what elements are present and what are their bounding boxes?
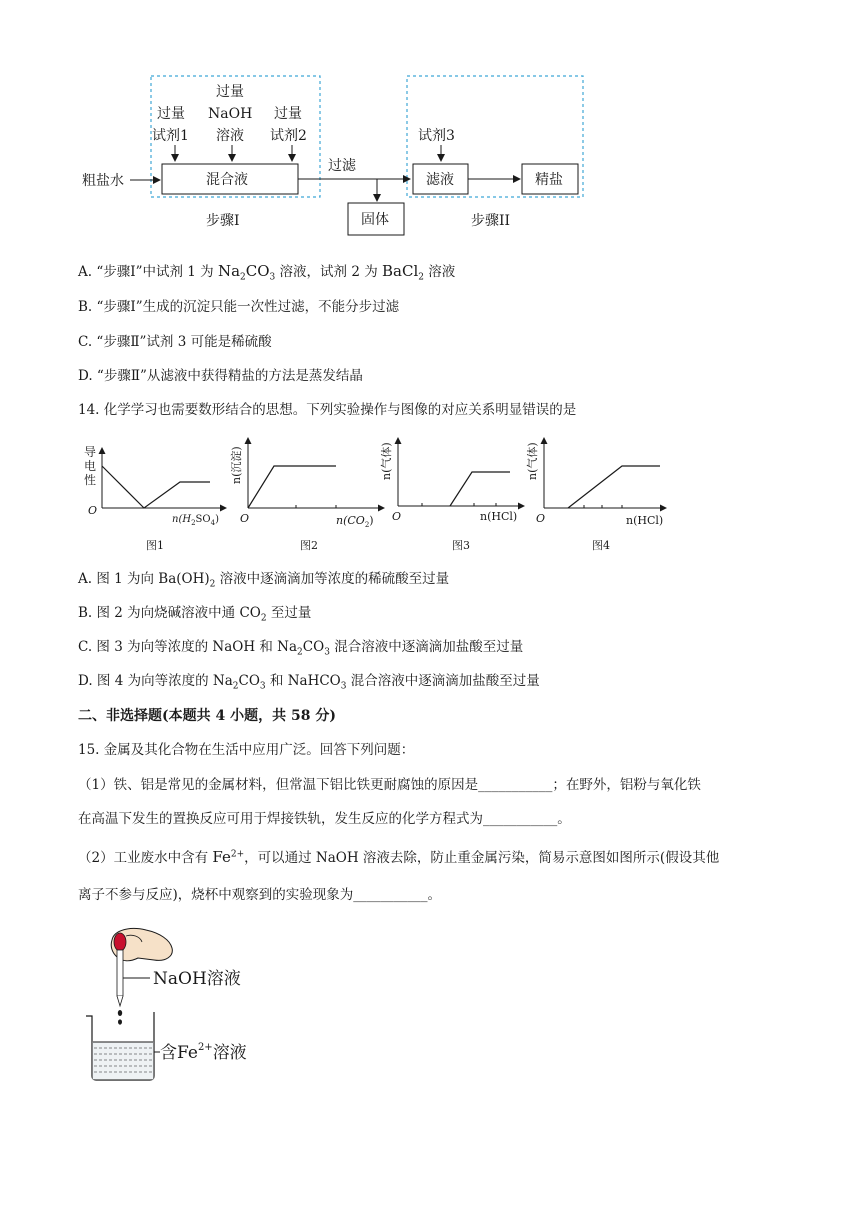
graph-3-ylabel: n(气体): [380, 442, 393, 480]
q15-part2-line2: 离子不参与反应)，烧杯中观察到的实验现象为___________。: [78, 887, 442, 903]
q13-option-b: B. “步骤Ⅰ”生成的沉淀只能一次性过滤，不能分步过滤: [78, 299, 400, 315]
salt-purification-flowchart: [70, 70, 600, 242]
naoh-line1: 过量: [216, 84, 244, 100]
q14-option-a: A. 图 1 为向 $Ba(OH)_2$ 溶液中逐滴滴加等浓度的稀硫酸至过量: [78, 571, 450, 590]
graph-2-ylabel: n(沉淀): [230, 446, 243, 484]
step1-label: 步骤I: [206, 213, 240, 229]
naoh-line3: 溶液: [216, 128, 244, 144]
mixture-label: 混合液: [206, 172, 248, 188]
product-label: 精盐: [535, 172, 563, 188]
q14-graphs: [76, 434, 676, 556]
naoh-solution-label: NaOH溶液: [153, 969, 241, 989]
solid-label: 固体: [361, 212, 389, 228]
naoh-line2: NaOH: [208, 106, 253, 122]
graph-2-caption: 图2: [300, 539, 318, 552]
reagent2-line1: 过量: [274, 106, 302, 122]
q14-option-d: D. 图 4 为向等浓度的 $Na_2CO_3$ 和 NaHCO$_3$ 混合溶液中逐滴滴加盐酸至过量: [78, 673, 540, 692]
filter-label: 过滤: [328, 158, 356, 174]
graph-3: [379, 438, 524, 552]
fe-solution-label: 含$Fe^{2+}$溶液: [160, 1042, 247, 1063]
graph-4-xlabel: n(HCl): [626, 514, 664, 527]
q13-option-d: D. “步骤Ⅱ”从滤液中获得精盐的方法是蒸发结晶: [78, 368, 363, 384]
graph-1-ylabel-1: 导: [84, 445, 97, 459]
section-2-heading: 二、非选择题(本题共 4 小题，共 58 分): [78, 708, 336, 724]
graph-4-ylabel: n(气体): [526, 442, 539, 480]
dropper-bulb: [114, 933, 126, 951]
step2-label: 步骤II: [471, 213, 511, 229]
graph-3-origin: O: [392, 510, 402, 523]
reagent1-line1: 过量: [157, 106, 185, 122]
graph-3-xlabel: n(HCl): [480, 510, 518, 523]
graph-2-origin: O: [240, 512, 250, 525]
beaker-solution: [93, 1042, 154, 1079]
droplet: [118, 1019, 122, 1024]
q14-stem: 14. 化学学习也需要数形结合的思想。下列实验操作与图像的对应关系明显错误的是: [78, 402, 577, 418]
graph-1-ylabel-2: 电: [84, 459, 97, 473]
q15-stem: 15. 金属及其化合物在生活中应用广泛。回答下列问题：: [78, 742, 415, 758]
q14-option-b: B. 图 2 为向烧碱溶液中通 $CO_2$ 至过量: [78, 605, 312, 624]
graph-1-caption: 图1: [146, 539, 164, 552]
graph-1-ylabel-3: 性: [84, 473, 97, 487]
droplet: [118, 1010, 122, 1016]
q13-option-a: A. “步骤Ⅰ”中试剂 1 为 $Na_2CO_3$ 溶液，试剂 2 为 BaCl$_2$ 溶液: [78, 262, 456, 283]
graph-2-curve: [248, 466, 336, 508]
q13-option-c: C. “步骤Ⅱ”试剂 3 可能是稀硫酸: [78, 334, 272, 350]
graph-1-xlabel: $n(H_2SO_4)$: [172, 514, 219, 527]
graph-3-caption: 图3: [452, 539, 470, 552]
q15-part2-line1: （2）工业废水中含有 $Fe^{2+}$，可以通过 NaOH 溶液去除，防止重金属污染，简易示意图如图所示(假设其他: [78, 848, 720, 866]
dropper-tube: [117, 950, 123, 996]
graph-4-caption: 图4: [592, 539, 610, 552]
q15-part1-line2: 在高温下发生的置换反应可用于焊接铁轨，发生反应的化学方程式为___________。: [78, 811, 571, 827]
reagent3-label: 试剂3: [418, 128, 455, 144]
input-label: 粗盐水: [82, 173, 124, 189]
q15-part1-line1: （1）铁、铝是常见的金属材料，但常温下铝比铁更耐腐蚀的原因是___________；在野外，铝粉与氧化铁: [78, 777, 701, 793]
graph-2-xlabel: $n(CO_2)$: [336, 514, 374, 529]
reagent2-line2: 试剂2: [270, 128, 307, 144]
graph-2: [229, 438, 384, 552]
reagent1-line2: 试剂1: [152, 128, 189, 144]
graph-4-curve: [568, 466, 660, 508]
graph-4: [525, 438, 666, 552]
graph-1: [84, 445, 226, 552]
graph-4-origin: O: [536, 512, 546, 525]
filtrate-label: 滤液: [426, 172, 454, 188]
graph-1-curve: [102, 466, 210, 508]
q14-option-c: C. 图 3 为向等浓度的 NaOH 和 $Na_2CO_3$ 混合溶液中逐滴滴加盐酸至过量: [78, 639, 524, 658]
graph-1-origin: O: [88, 504, 98, 517]
graph-3-curve: [450, 472, 510, 506]
dropper-beaker-figure: [80, 920, 280, 1086]
